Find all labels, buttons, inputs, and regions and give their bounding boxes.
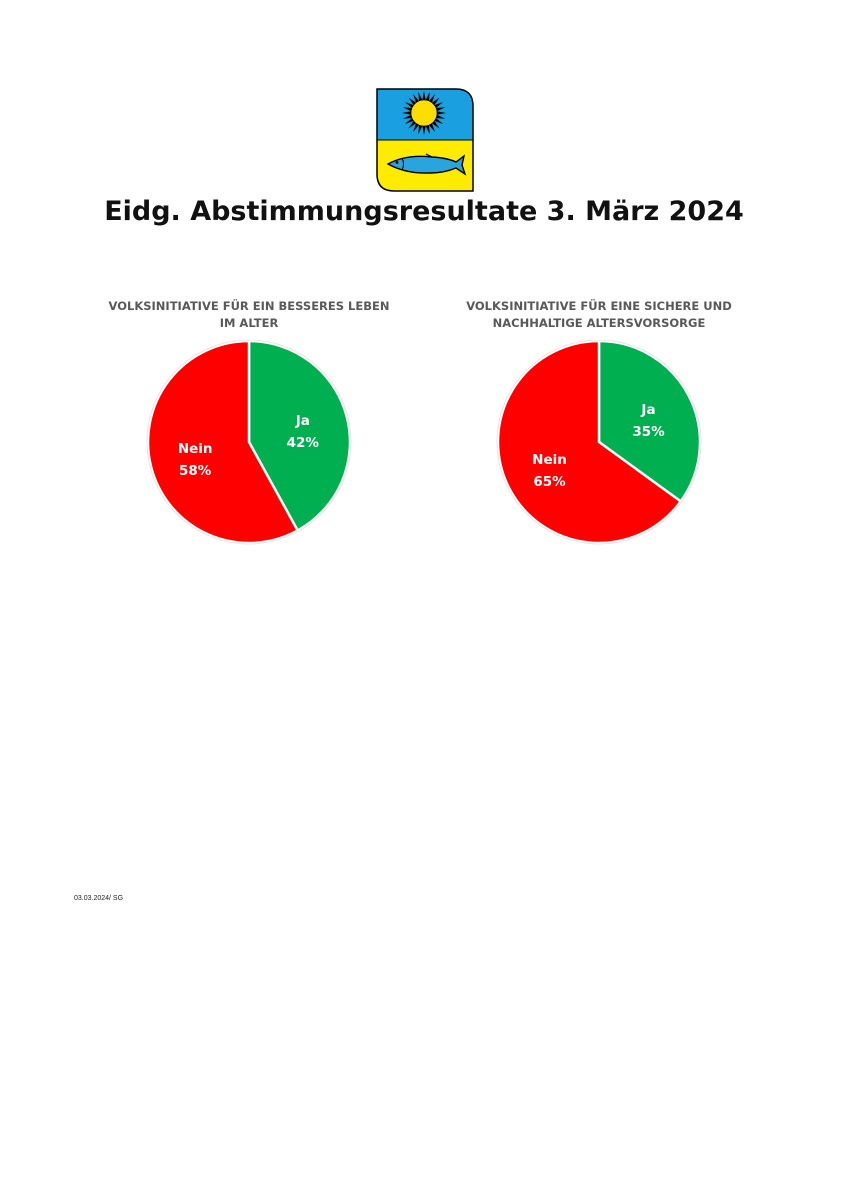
slice-category-label: Ja <box>295 413 310 430</box>
chart-title: VOLKSINITIATIVE FÜR EINE SICHERE UND NACHHALTIGE ALTERSVORSORGE <box>466 299 732 330</box>
coat-of-arms-logo <box>376 88 474 192</box>
pie-chart-2 <box>454 340 744 550</box>
slice-category-label: Nein <box>532 452 567 469</box>
page-title: Eidg. Abstimmungsresultate 3. März 2024 <box>104 196 744 227</box>
slice-value-label: 42% <box>286 435 319 452</box>
pie-chart-sichere-altersvorsorge <box>454 298 744 558</box>
slice-value-label: 35% <box>632 423 665 440</box>
chart-title: VOLKSINITIATIVE FÜR EIN BESSERES LEBEN IM ALTER <box>108 299 390 330</box>
slice-value-label: 58% <box>179 462 212 479</box>
slice-value-label: 65% <box>533 474 566 491</box>
pie-chart-1 <box>104 340 394 550</box>
slice-category-label: Nein <box>177 440 213 457</box>
pie-chart-besseres-leben <box>104 298 394 558</box>
footer-date-note: 03.03.2024/ SG <box>74 895 124 902</box>
slice-category-label: Ja <box>641 401 656 418</box>
